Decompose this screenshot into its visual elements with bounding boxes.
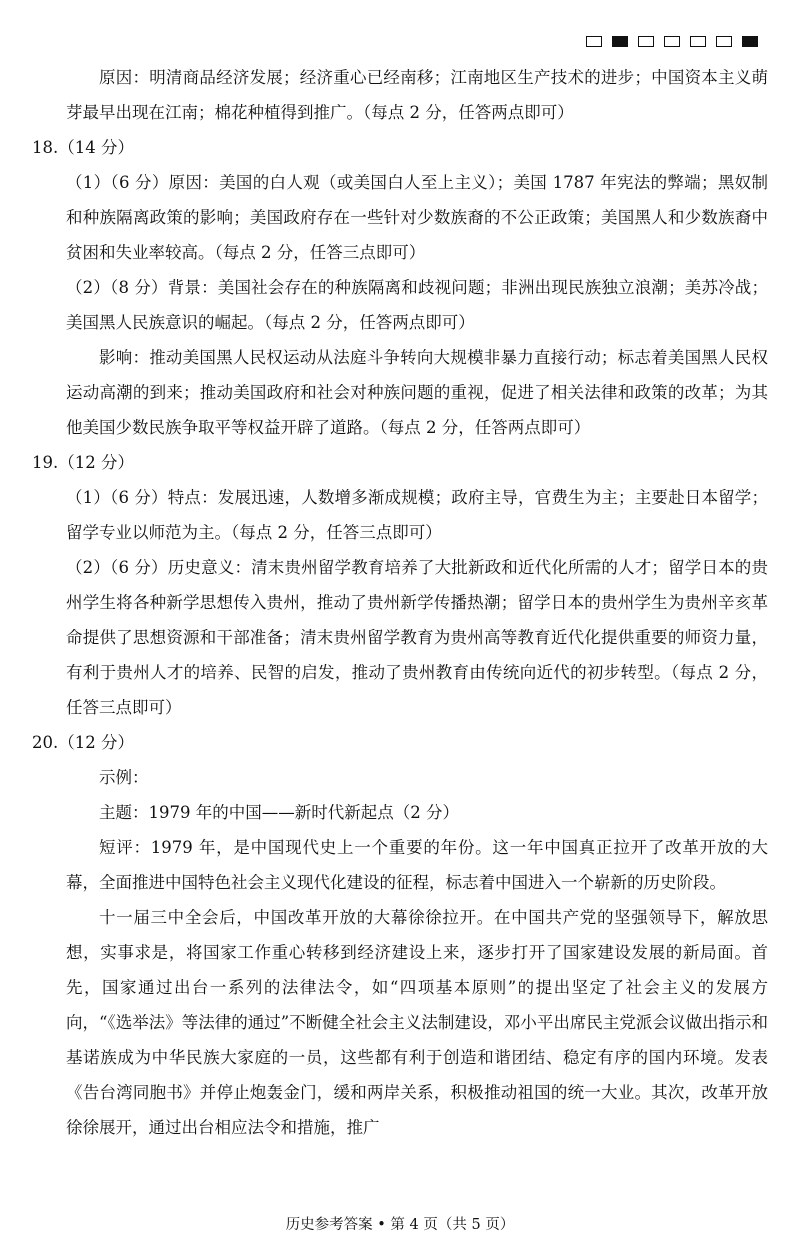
page-marker-squares: [586, 36, 758, 47]
q19-title: 19.（12 分）: [32, 453, 134, 472]
marker-square: [638, 36, 654, 47]
q19-part1: （1）（6 分）特点：发展迅速，人数增多渐成规模；政府主导，官费生为主；主要赴日本留学；留学专业以师范为主。（每点 2 分，任答三点即可）: [66, 488, 768, 542]
q20-title: 20.（12 分）: [32, 733, 134, 752]
marker-square: [664, 36, 680, 47]
q19-part2: （2）（6 分）历史意义：清末贵州留学教育培养了大批新政和近代化所需的人才；留学日本的贵州学生将各种新学思想传入贵州，推动了贵州新学传播热潮；留学日本的贵州学生为贵州辛亥革命提供了思想资源和干部准备；清末贵州留学教育为贵州高等教育近代化提供重要的师资力量，有利于贵州人才的培养、民智的启发，推动了贵州教育由传统向近代的初步转型。（每点 2 分，任答三点即可）: [66, 558, 768, 717]
marker-square: [716, 36, 732, 47]
marker-square: [690, 36, 706, 47]
q20-comment: 短评：1979 年，是中国现代史上一个重要的年份。这一年中国真正拉开了改革开放的大幕，全面推进中国特色社会主义现代化建设的征程，标志着中国进入一个崭新的历史阶段。: [66, 838, 768, 892]
marker-square-filled: [742, 36, 758, 47]
q20-theme: 主题：1979 年的中国——新时代新起点（2 分）: [99, 803, 459, 822]
marker-square-filled: [612, 36, 628, 47]
q18-part1: （1）（6 分）原因：美国的白人观（或美国白人至上主义）；美国 1787 年宪法的弊端；黑奴制和种族隔离政策的影响；美国政府存在一些针对少数族裔的不公正政策；美国黑人和少数族裔中贫困和失业率较高。（每点 2 分，任答三点即可）: [66, 173, 768, 262]
q20-example: 示例：: [99, 768, 149, 787]
q18-part2-impact: 影响：推动美国黑人民权运动从法庭斗争转向大规模非暴力直接行动；标志着美国黑人民权运动高潮的到来；推动美国政府和社会对种族问题的重视，促进了相关法律和政策的改革；为其他美国少数民族争取平等权益开辟了道路。（每点 2 分，任答两点即可）: [66, 348, 768, 437]
q17-reason: 原因：明清商品经济发展；经济重心已经南移；江南地区生产技术的进步；中国资本主义萌芽最早出现在江南；棉花种植得到推广。（每点 2 分，任答两点即可）: [66, 68, 768, 122]
q18-title: 18.（14 分）: [32, 138, 134, 157]
page-footer: 历史参考答案 • 第 4 页（共 5 页）: [285, 1217, 515, 1233]
marker-square: [586, 36, 602, 47]
answer-content: [32, 60, 768, 1145]
q20-paragraph: 十一届三中全会后，中国改革开放的大幕徐徐拉开。在中国共产党的坚强领导下，解放思想，实事求是，将国家工作重心转移到经济建设上来，逐步打开了国家建设发展的新局面。首先，国家通过出台一系列的法律法令，如“四项基本原则”的提出坚定了社会主义的发展方向，“《选举法》等法律的通过”不断健全社会主义法制建设，邓小平出席民主党派会议做出指示和基诺族成为中华民族大家庭的一员，这些都有利于创造和谐团结、稳定有序的国内环境。发表《告台湾同胞书》并停止炮轰金门，缓和两岸关系，积极推动祖国的统一大业。其次，改革开放徐徐展开，通过出台相应法令和措施，推广: [66, 908, 768, 1137]
q18-part2: （2）（8 分）背景：美国社会存在的种族隔离和歧视问题；非洲出现民族独立浪潮；美苏冷战；美国黑人民族意识的崛起。（每点 2 分，任答两点即可）: [66, 278, 768, 332]
